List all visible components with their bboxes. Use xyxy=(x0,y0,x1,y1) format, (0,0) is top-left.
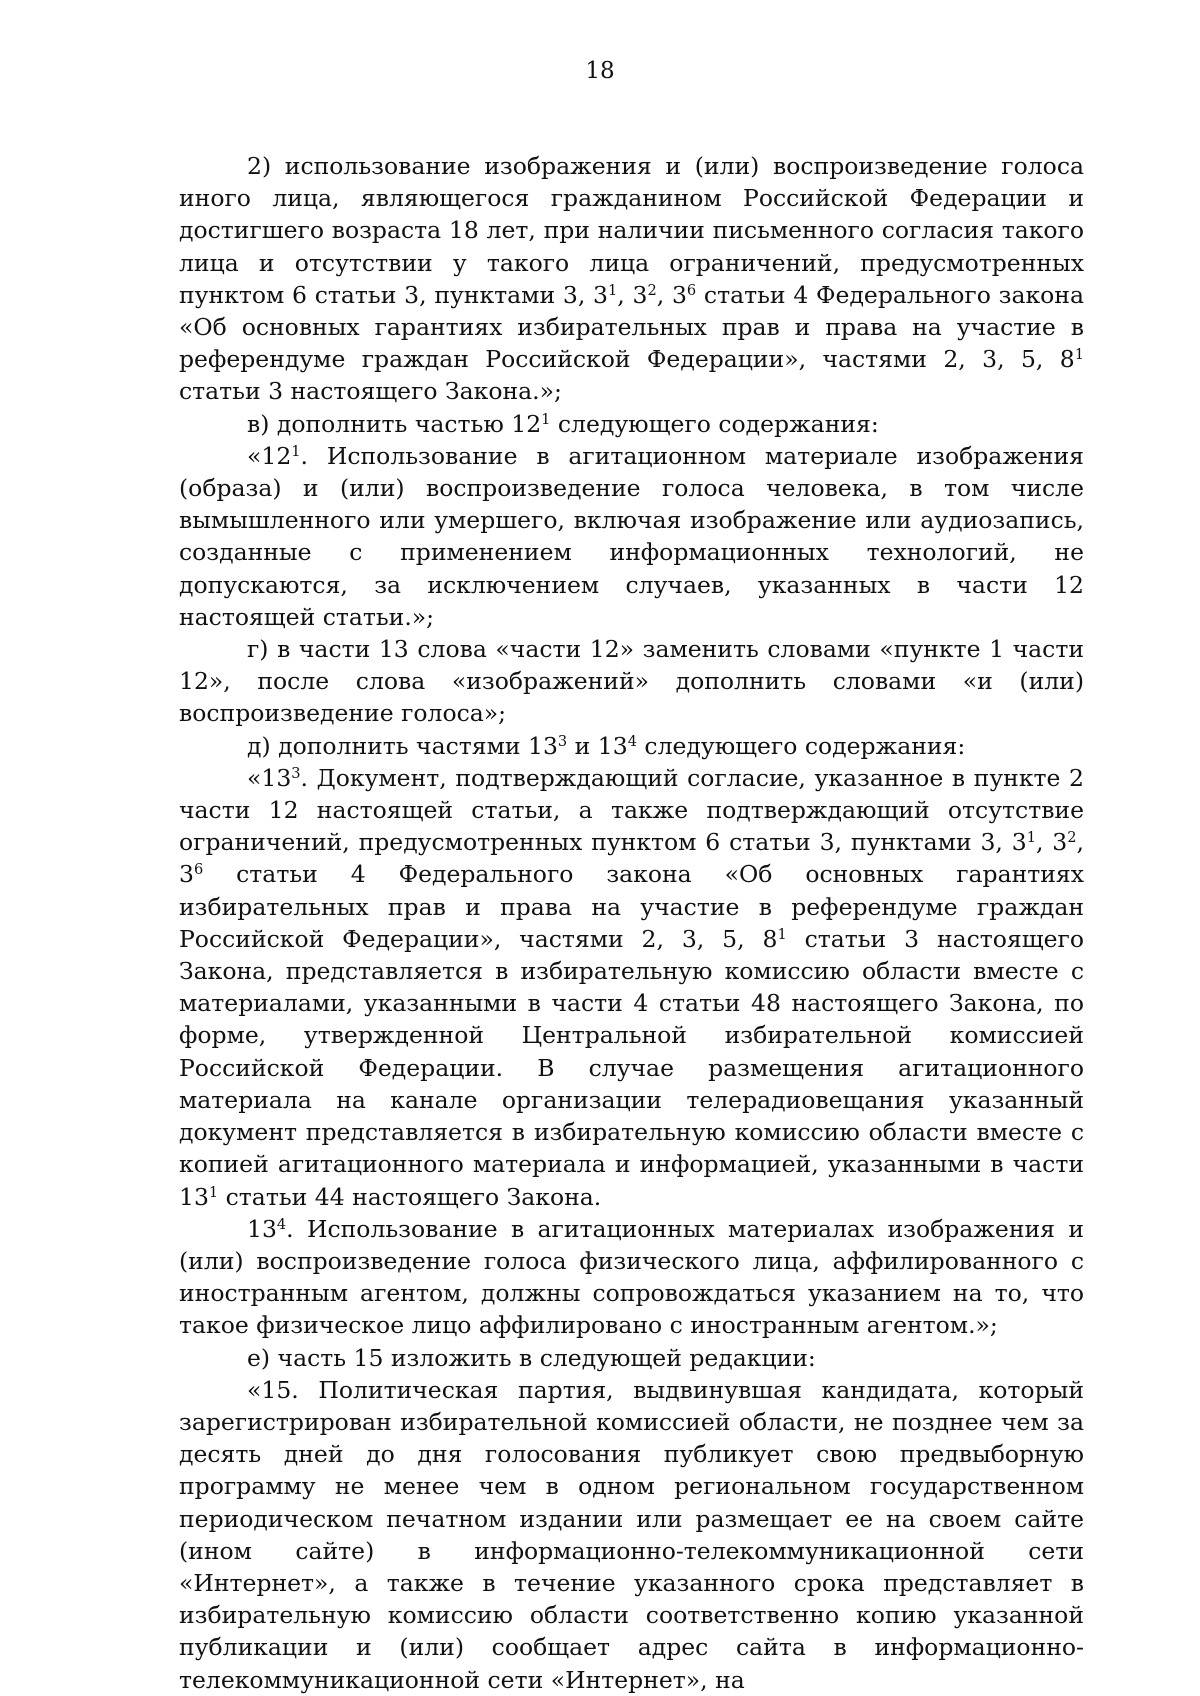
text-run: следующего содержания: xyxy=(550,409,879,438)
superscript: 1 xyxy=(608,281,618,299)
text-run: . Документ, подтверждающий согласие, указанное в пункте 2 части 12 настоящей статьи, а также подтверждающий отсутствие ограничений, предусмотренных пунктом 6 статьи 3, пунктами 3, 3 xyxy=(179,763,1084,857)
text-run: статьи 3 настоящего Закона, представляется в избирательную комиссию области вместе с материалами, указанными в части 4 статьи 48 настоящего Закона, по форме, утвержденной Центральной избирательной комиссией Российской Федерации. В случае размещения агитационного материала на канале организации телерадиовещания указанный документ представляется в избирательную комиссию области вместе с копией агитационного материала и информацией, указанными в части 13 xyxy=(179,924,1084,1211)
text-run: . Использование в агитационном материале изображения (образа) и (или) воспроизведение голоса человека, в том числе вымышленного или умершего, включая изображение или аудиозапись, созданные с применением информационных технологий, не допускаются, за исключением случаев, указанных в части 12 настоящей статьи.»; xyxy=(179,441,1084,631)
text-run: 2) использование изображения и (или) воспроизведение голоса иного лица, являющегося гражданином Российской Федерации и достигшего возраста 18 лет, при наличии письменного согласия такого лица и отсутствии у такого лица ограничений, предусмотренных пунктом 6 статьи 3, пунктами 3, 3 xyxy=(179,152,1084,309)
paragraph xyxy=(179,408,1084,440)
text-run: , 3 xyxy=(656,280,687,309)
page-number: 18 xyxy=(585,58,615,84)
body-text xyxy=(179,150,1084,1696)
text-run: 13 xyxy=(247,1214,277,1243)
paragraph xyxy=(179,762,1084,1213)
text-run: статьи 44 настоящего Закона. xyxy=(218,1182,602,1211)
superscript: 1 xyxy=(291,442,301,460)
superscript: 6 xyxy=(686,281,697,299)
text-run: , 3 xyxy=(179,828,1084,889)
superscript: 3 xyxy=(557,732,568,750)
text-run: «15. Политическая партия, выдвинувшая кандидата, который зарегистрирован избирательной комиссией области, не позднее чем за десять дней до дня голосования публикует свою предвыборную программу не менее чем в одном региональном государственном периодическом печатном издании или размещает ее на своем сайте (ином сайте) в информационно-телекоммуникационной сети «Интернет», а также в течение указанного срока представляет в избирательную комиссию области соответственно копию указанной публикации и (или) сообщает адрес сайта в информационно-телекоммуникационной сети «Интернет», на xyxy=(179,1375,1084,1694)
text-run: «13 xyxy=(247,763,292,792)
text-run: статьи 4 Федерального закона «Об основных гарантиях избирательных прав и права на участие в референдуме граждан Российской Федерации», частями 2, 3, 5, 8 xyxy=(179,860,1084,953)
text-run: статьи 3 настоящего Закона.»; xyxy=(179,377,562,406)
text-run: статьи 4 Федерального закона «Об основных гарантиях избирательных прав и права на участие в референдуме граждан Российской Федерации», частями 2, 3, 5, 8 xyxy=(179,280,1084,374)
superscript: 4 xyxy=(627,732,637,750)
text-run: г) в части 13 слова «части 12» заменить словами «пункте 1 части 12», после слова «изображений» дополнить словами «и (или) воспроизведение голоса»; xyxy=(179,635,1084,728)
text-run: , 3 xyxy=(1035,828,1068,857)
text-run: следующего содержания: xyxy=(636,731,966,760)
superscript: 1 xyxy=(1026,829,1036,847)
paragraph xyxy=(179,633,1084,730)
superscript: 2 xyxy=(1067,829,1077,847)
paragraph xyxy=(179,730,1084,762)
text-run: е) часть 15 изложить в следующей редакции: xyxy=(247,1343,816,1372)
superscript: 3 xyxy=(291,764,301,782)
text-run: . Использование в агитационных материалах изображения и (или) воспроизведение голоса физического лица, аффилированного с иностранным агентом, должны сопровождаться указанием на то, что такое физическое лицо аффилировано с иностранным агентом.»; xyxy=(179,1214,1084,1340)
paragraph xyxy=(179,440,1084,633)
superscript: 1 xyxy=(777,925,787,943)
superscript: 1 xyxy=(208,1183,219,1201)
paragraph xyxy=(179,1342,1084,1374)
paragraph xyxy=(179,1213,1084,1342)
paragraph xyxy=(179,150,1084,408)
text-run: , 3 xyxy=(617,280,648,309)
superscript: 2 xyxy=(647,281,657,299)
superscript: 1 xyxy=(541,410,551,428)
paragraph xyxy=(179,1374,1084,1696)
text-run: д) дополнить частями 13 xyxy=(247,731,558,760)
text-run: в) дополнить частью 12 xyxy=(247,409,542,438)
superscript: 6 xyxy=(193,861,204,879)
superscript: 1 xyxy=(1074,346,1084,364)
text-run: «12 xyxy=(247,441,292,470)
text-run: и 13 xyxy=(567,731,628,760)
superscript: 4 xyxy=(276,1215,287,1233)
